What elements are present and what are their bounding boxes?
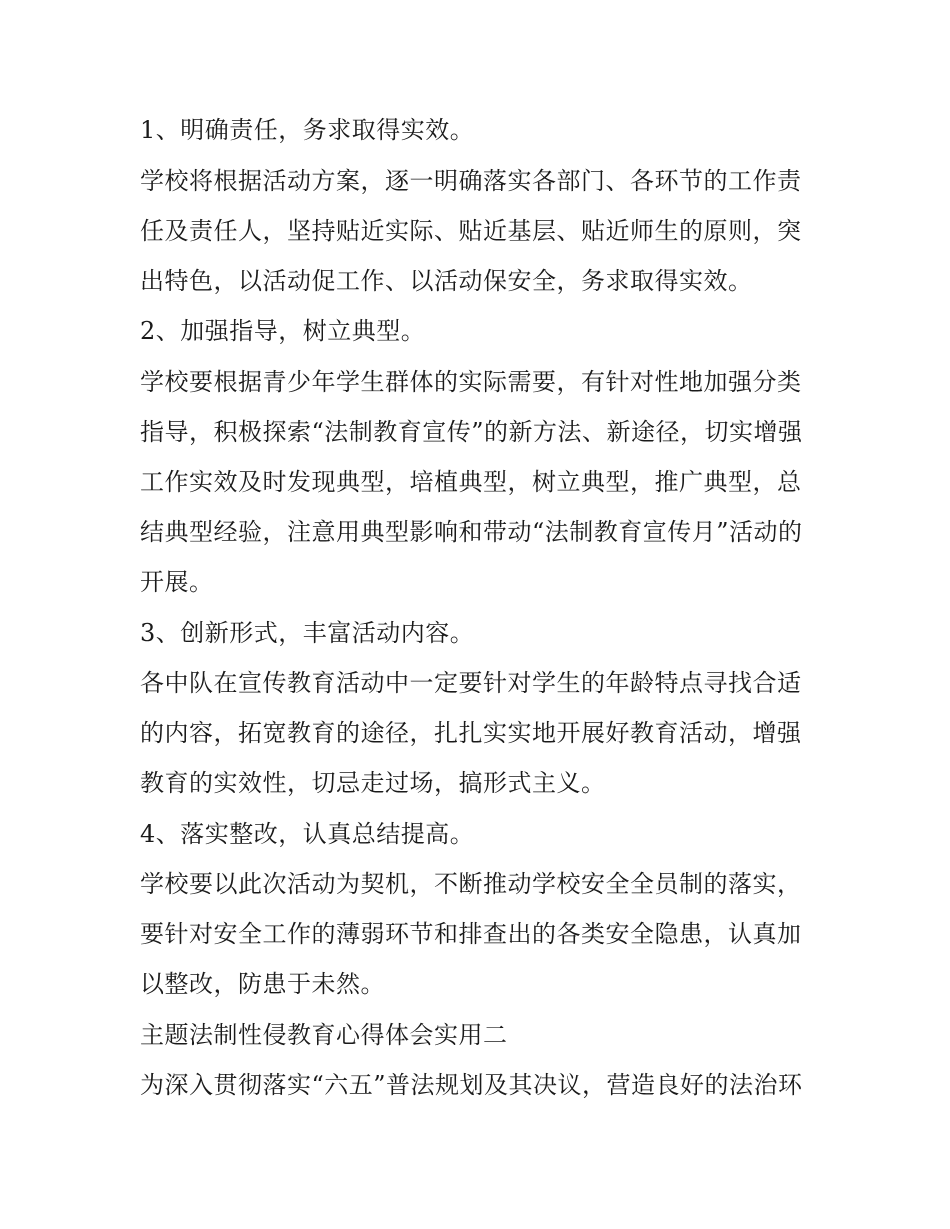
heading-1: 1、明确责任，务求取得实效。 <box>140 116 475 144</box>
paragraph-line: 学校要以此次活动为契机，不断推动学校安全全员制的落实， <box>140 870 802 898</box>
heading-4: 4、落实整改，认真总结提高。 <box>140 820 475 848</box>
section-title: 主题法制性侵教育心得体会实用二 <box>140 1021 508 1049</box>
paragraph-line: 学校将根据活动方案，逐一明确落实各部门、各环节的工作责 <box>140 167 802 195</box>
paragraph-line: 要针对安全工作的薄弱环节和排查出的各类安全隐患，认真加 <box>140 920 802 948</box>
heading-2: 2、加强指导，树立典型。 <box>140 317 426 345</box>
paragraph-line: 以整改，防患于未然。 <box>140 970 385 998</box>
paragraph-line: 为深入贯彻落实“六五”普法规划及其决议，营造良好的法治环 <box>140 1071 803 1099</box>
paragraph-line: 任及责任人，坚持贴近实际、贴近基层、贴近师生的原则，突 <box>140 217 802 245</box>
heading-3: 3、创新形式，丰富活动内容。 <box>140 619 475 647</box>
paragraph-line: 指导，积极探索“法制教育宣传”的新方法、新途径，切实增强 <box>140 418 803 446</box>
paragraph-line: 学校要根据青少年学生群体的实际需要，有针对性地加强分类 <box>140 368 802 396</box>
paragraph-line: 工作实效及时发现典型，培植典型，树立典型，推广典型，总 <box>140 468 802 496</box>
paragraph-line: 出特色，以活动促工作、以活动保安全，务求取得实效。 <box>140 267 753 295</box>
paragraph-line: 结典型经验，注意用典型影响和带动“法制教育宣传月”活动的 <box>140 518 803 546</box>
paragraph-line: 各中队在宣传教育活动中一定要针对学生的年龄特点寻找合适 <box>140 669 802 697</box>
paragraph-line: 开展。 <box>140 568 214 596</box>
paragraph-line: 的内容，拓宽教育的途径，扎扎实实地开展好教育活动，增强 <box>140 719 802 747</box>
paragraph-line: 教育的实效性，切忌走过场，搞形式主义。 <box>140 769 606 797</box>
